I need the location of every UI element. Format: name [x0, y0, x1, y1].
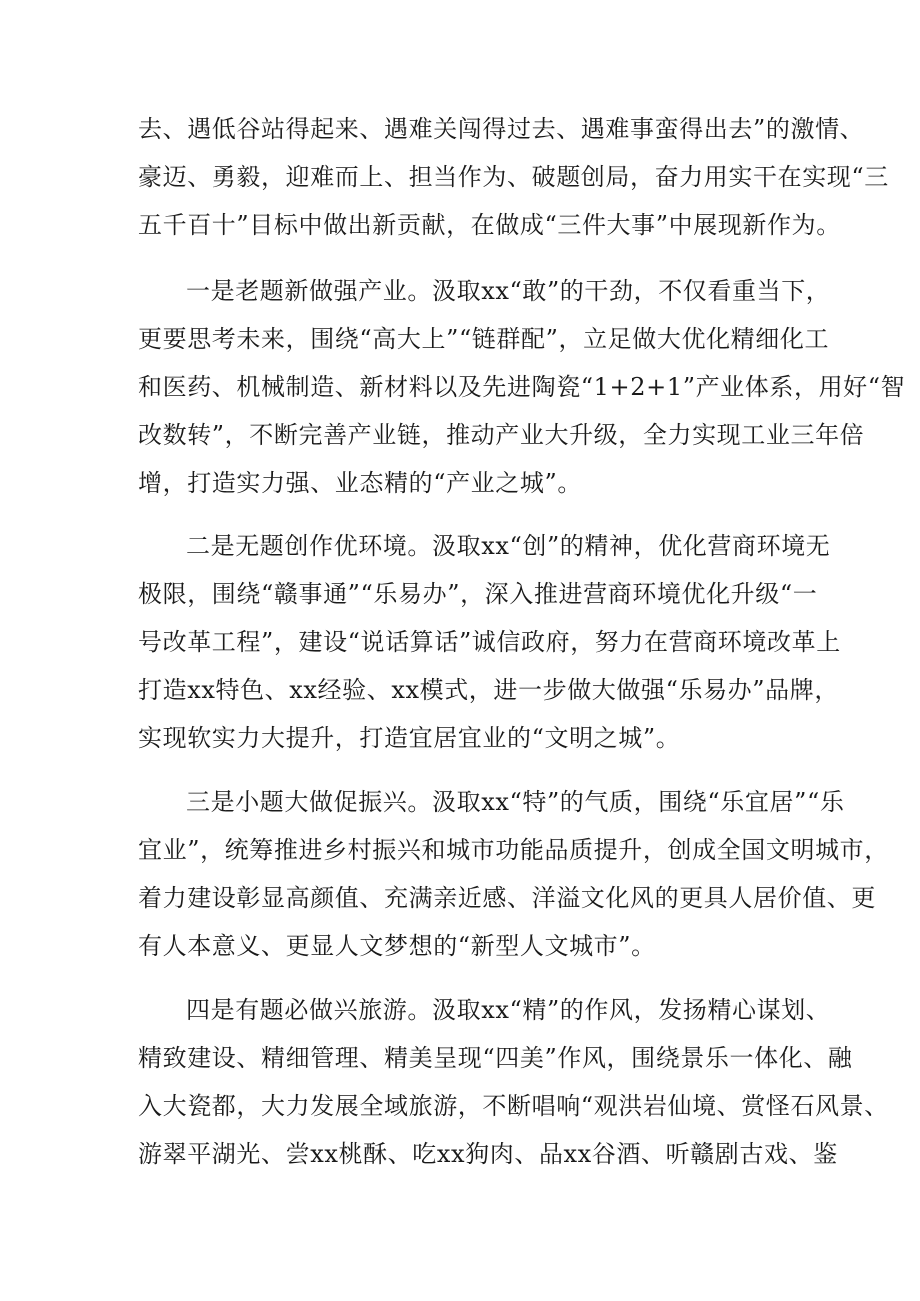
paragraph-line: 游翠平湖光、尝xx桃酥、吃xx狗肉、品xx谷酒、听赣剧古戏、鉴	[138, 1140, 838, 1168]
paragraph-line: 增，打造实力强、业态精的“产业之城”。	[138, 469, 582, 497]
paragraph-line: 四是有题必做兴旅游。汲取xx“精”的作风，发扬精心谋划、	[186, 996, 831, 1024]
paragraph-2	[138, 267, 906, 507]
paragraph-1	[138, 105, 889, 249]
paragraph-line: 宜业”，统筹推进乡村振兴和城市功能品质提升，创成全国文明城市，	[138, 836, 889, 864]
paragraph-line: 改数转”，不断完善产业链，推动产业大升级，全力实现工业三年倍	[138, 421, 865, 449]
paragraph-3	[138, 522, 841, 762]
paragraph-line: 二是无题创作优环境。汲取xx“创”的精神，优化营商环境无	[186, 532, 831, 560]
paragraph-line: 一是老题新做强产业。汲取xx“敢”的干劲，不仅看重当下，	[186, 277, 831, 305]
paragraph-line: 号改革工程”，建设“说话算话”诚信政府，努力在营商环境改革上	[138, 628, 841, 656]
paragraph-line: 和医药、机械制造、新材料以及先进陶瓷“1+2+1”产业体系，用好“智	[138, 373, 906, 401]
paragraph-line: 打造xx特色、xx经验、xx模式，进一步做大做强“乐易办”品牌，	[138, 676, 839, 704]
paragraph-line: 豪迈、勇毅，迎难而上、担当作为、破题创局，奋力用实干在实现“三	[138, 163, 889, 191]
paragraph-5	[138, 986, 889, 1178]
paragraph-line: 极限，围绕“赣事通”“乐易办”，深入推进营商环境优化升级“一	[138, 580, 818, 608]
paragraph-line: 五千百十”目标中做出新贡献，在做成“三件大事”中展现新作为。	[138, 211, 841, 239]
paragraph-4	[138, 778, 889, 970]
paragraph-line: 实现软实力大提升，打造宜居宜业的“文明之城”。	[138, 724, 681, 752]
paragraph-line: 有人本意义、更显人文梦想的“新型人文城市”。	[138, 932, 656, 960]
paragraph-line: 三是小题大做促振兴。汲取xx“特”的气质，围绕“乐宜居”“乐	[186, 788, 845, 816]
paragraph-line: 入大瓷都，大力发展全域旅游，不断唱响“观洪岩仙境、赏怪石风景、	[138, 1092, 889, 1120]
paragraph-line: 去、遇低谷站得起来、遇难关闯得过去、遇难事蛮得出去”的激情、	[138, 115, 865, 143]
paragraph-line: 更要思考未来，围绕“高大上”“链群配”，立足做大优化精细化工	[138, 325, 830, 353]
paragraph-line: 着力建设彰显高颜值、充满亲近感、洋溢文化风的更具人居价值、更	[138, 884, 876, 912]
paragraph-line: 精致建设、精细管理、精美呈现“四美”作风，围绕景乐一体化、融	[138, 1044, 853, 1072]
